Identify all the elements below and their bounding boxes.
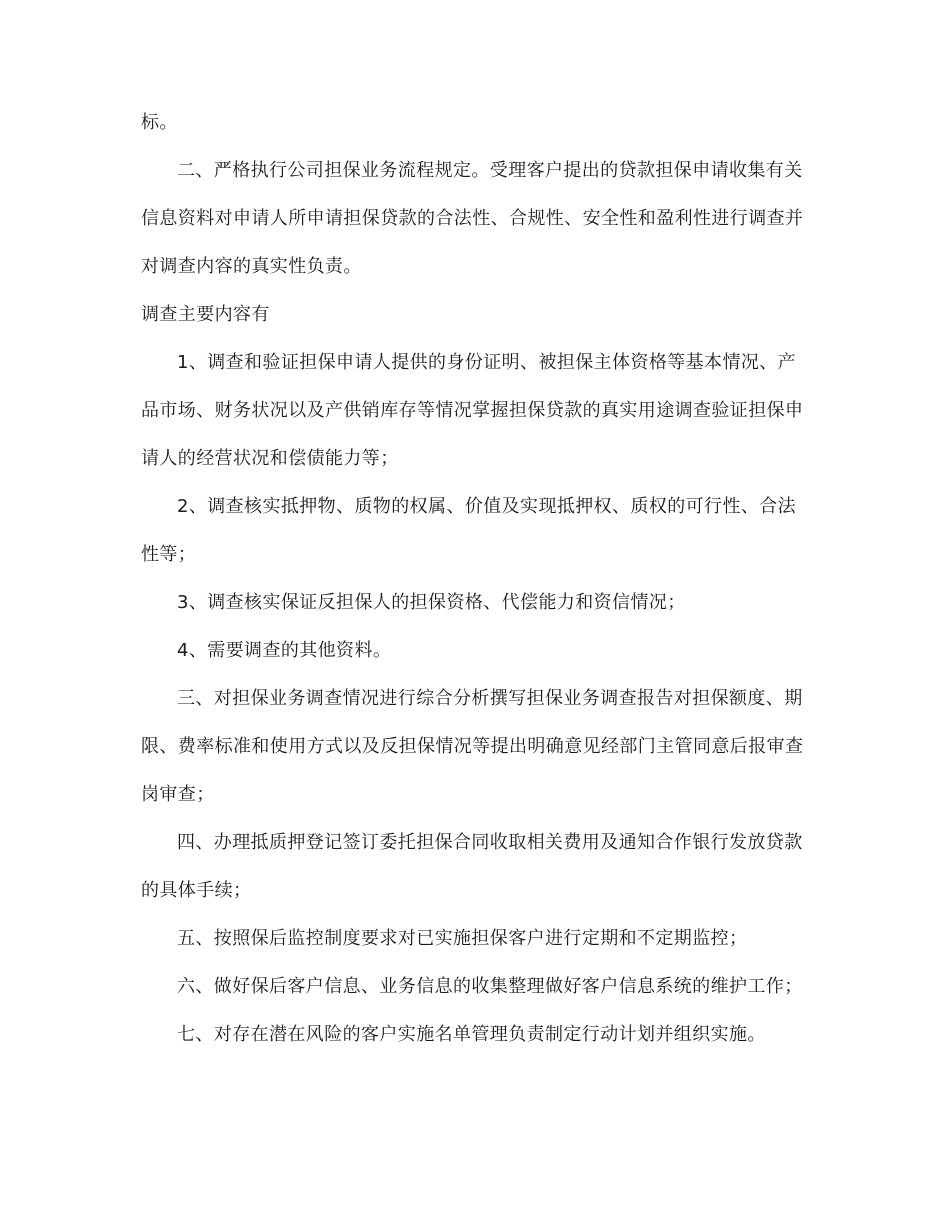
paragraph-7-line: 七、对存在潜在风险的客户实施名单管理负责制定行动计划并组织实施。 [177, 1024, 766, 1045]
subheading-investigation: 调查主要内容有 [141, 304, 270, 325]
paragraph-3-line-1: 三、对担保业务调查情况进行综合分析撰写担保业务调查报告对担保额度、期 [177, 688, 803, 709]
item-3-line: 3、调查核实保证反担保人的担保资格、代偿能力和资信情况； [177, 592, 686, 613]
item-4-line: 4、需要调查的其他资料。 [177, 640, 392, 661]
paragraph-2-line-1: 二、严格执行公司担保业务流程规定。受理客户提出的贷款担保申请收集有关 [177, 160, 803, 181]
item-1-line-3: 请人的经营状况和偿债能力等； [141, 448, 399, 469]
paragraph-4-line-2: 的具体手续； [141, 880, 252, 901]
paragraph-5-line: 五、按照保后监控制度要求对已实施担保客户进行定期和不定期监控； [177, 928, 748, 949]
paragraph-3-line-3: 岗审查； [141, 784, 215, 805]
paragraph-continuation-line: 标。 [141, 112, 178, 133]
paragraph-4-line-1: 四、办理抵质押登记签订委托担保合同收取相关费用及通知合作银行发放贷款 [177, 832, 803, 853]
item-2-line-2: 性等； [141, 544, 197, 565]
item-1-line-2: 品市场、财务状况以及产供销库存等情况掌握担保贷款的真实用途调查验证担保申 [141, 400, 804, 421]
item-1-line-1: 1、调查和验证担保申请人提供的身份证明、被担保主体资格等基本情况、产 [177, 352, 797, 373]
paragraph-2-line-2: 信息资料对申请人所申请担保贷款的合法性、合规性、安全性和盈利性进行调查并 [141, 208, 804, 229]
paragraph-2-line-3: 对调查内容的真实性负责。 [141, 256, 362, 277]
paragraph-6-line: 六、做好保后客户信息、业务信息的收集整理做好客户信息系统的维护工作； [177, 976, 803, 997]
document-body [141, 107, 821, 1051]
item-2-line-1: 2、调查核实抵押物、质物的权属、价值及实现抵押权、质权的可行性、合法 [177, 496, 797, 517]
paragraph-3-line-2: 限、费率标准和使用方式以及反担保情况等提出明确意见经部门主管同意后报审查 [141, 736, 804, 757]
